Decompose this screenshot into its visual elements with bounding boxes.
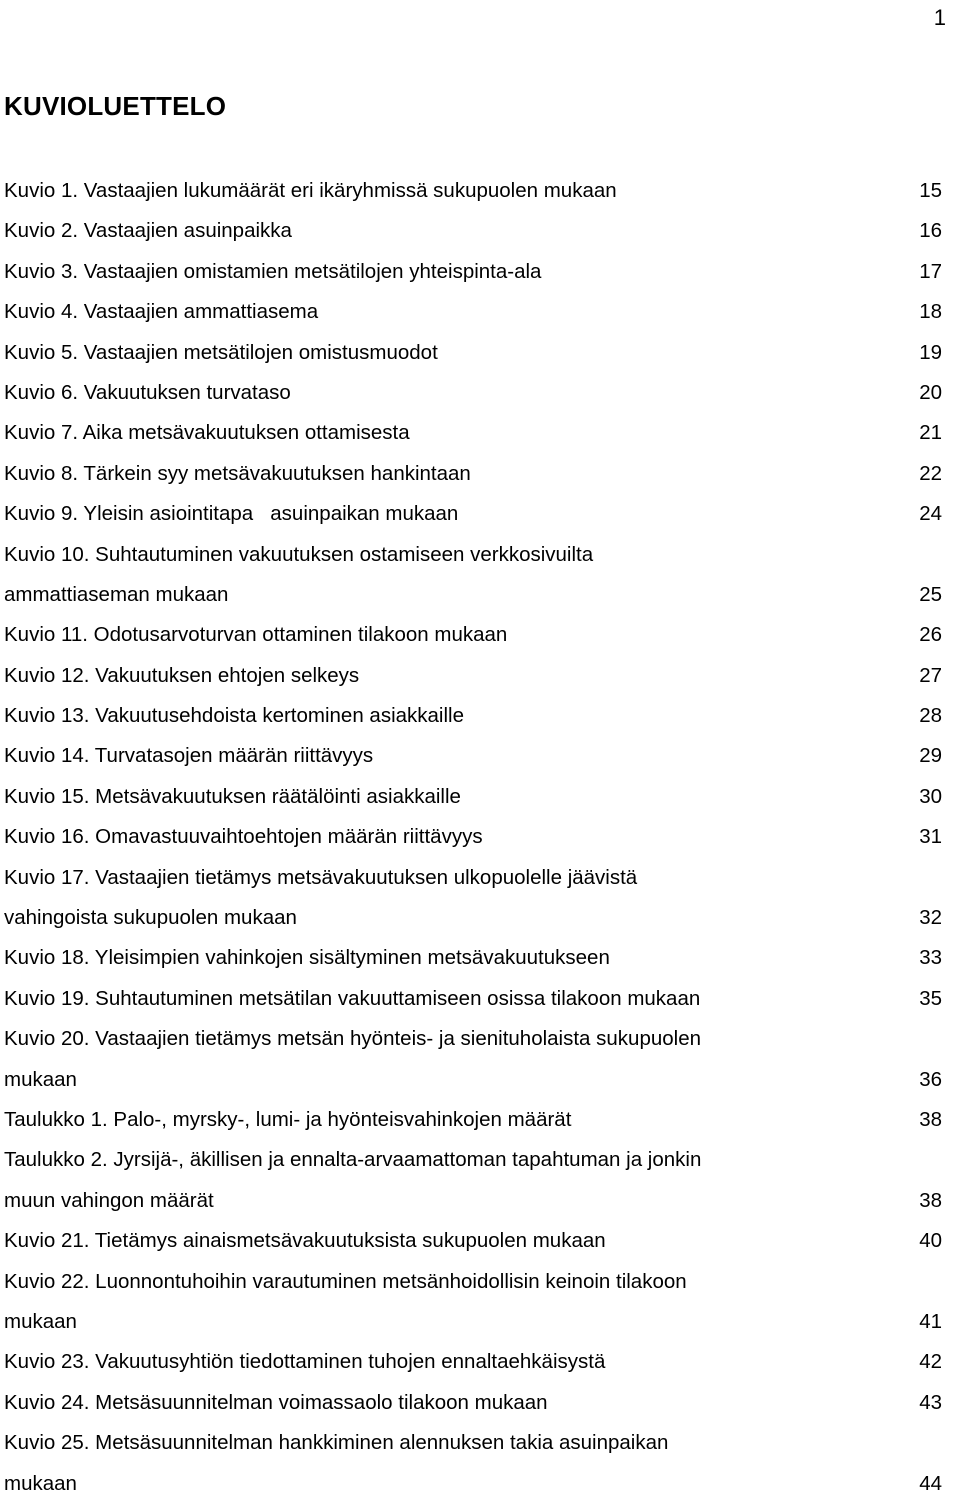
figure-page-number: 19 [919, 340, 942, 364]
figure-title: Kuvio 15. Metsävakuutuksen räätälöinti asiakkaille [4, 784, 461, 808]
figure-list-item [4, 777, 942, 817]
figure-page-number: 16 [919, 219, 942, 243]
figure-title: Kuvio 16. Omavastuuvaihtoehtojen määrän riittävyys [4, 825, 483, 849]
figure-title: Kuvio 11. Odotusarvoturvan ottaminen tilakoon mukaan [4, 623, 508, 647]
figure-list-item [4, 898, 942, 938]
figure-page-number: 21 [919, 421, 942, 445]
figure-title: mukaan [4, 1309, 77, 1333]
figure-title: Kuvio 7. Aika metsävakuutuksen ottamisesta [4, 421, 410, 445]
figure-list-item [4, 171, 942, 211]
figure-list-item [4, 292, 942, 332]
figure-title: Kuvio 1. Vastaajien lukumäärät eri ikäryhmissä sukupuolen mukaan [4, 179, 617, 202]
figure-list-item [4, 373, 942, 413]
figure-page-number: 29 [919, 744, 942, 768]
figure-title: Kuvio 9. Yleisin asiointitapa asuinpaikan mukaan [4, 502, 459, 526]
figure-page-number: 43 [919, 1390, 942, 1414]
figure-page-number: 40 [919, 1229, 942, 1253]
figure-list-item [4, 938, 942, 978]
figure-title: ammattiaseman mukaan [4, 582, 229, 606]
figure-title: Kuvio 21. Tietämys ainaismetsävakuutuksista sukupuolen mukaan [4, 1229, 606, 1253]
figure-list-item [4, 1464, 942, 1504]
figure-page-number: 38 [919, 1188, 942, 1212]
figure-page-number: 24 [919, 502, 942, 526]
figure-title: Kuvio 10. Suhtautuminen vakuutuksen ostamiseen verkkosivuilta [4, 542, 594, 566]
figure-page-number: 15 [919, 179, 942, 202]
figure-title: Kuvio 25. Metsäsuunnitelman hankkiminen alennuksen takia asuinpaikan [4, 1431, 669, 1455]
figure-title: Taulukko 2. Jyrsijä-, äkillisen ja ennalta-arvaamattoman tapahtuman ja jonkin [4, 1148, 702, 1172]
figure-page-number: 30 [919, 784, 942, 808]
figure-list-item [4, 252, 942, 292]
figure-title: Kuvio 18. Yleisimpien vahinkojen sisältyminen metsävakuutukseen [4, 946, 610, 970]
figure-list-item [4, 858, 942, 898]
figure-title: Kuvio 24. Metsäsuunnitelman voimassaolo tilakoon mukaan [4, 1390, 548, 1414]
figure-title: Kuvio 20. Vastaajien tietämys metsän hyönteis- ja sienituholaista sukupuolen [4, 1027, 702, 1051]
figure-list-item [4, 211, 942, 251]
figure-list-item [4, 454, 942, 494]
figure-title: Kuvio 2. Vastaajien asuinpaikka [4, 219, 292, 243]
figure-list-item [4, 736, 942, 776]
figure-page-number: 36 [919, 1067, 942, 1091]
figure-page-number: 26 [919, 623, 942, 647]
figure-title: mukaan [4, 1471, 77, 1495]
figure-list-item [4, 1423, 942, 1463]
figure-list-item [4, 1342, 942, 1382]
figure-title: Kuvio 12. Vakuutuksen ehtojen selkeys [4, 663, 360, 687]
figure-page-number: 22 [919, 461, 942, 485]
figure-list-item [4, 1140, 942, 1180]
figure-list-item [4, 413, 942, 453]
figure-page-number: 42 [919, 1350, 942, 1374]
figure-page-number: 32 [919, 906, 942, 930]
figure-title: Kuvio 23. Vakuutusyhtiön tiedottaminen tuhojen ennaltaehkäisystä [4, 1350, 606, 1374]
figure-page-number: 31 [919, 825, 942, 849]
figure-page-number: 44 [919, 1471, 942, 1495]
figure-title: muun vahingon määrät [4, 1188, 214, 1212]
figure-title: Kuvio 5. Vastaajien metsätilojen omistusmuodot [4, 340, 438, 364]
figure-list-item [4, 979, 942, 1019]
figure-list-item [4, 1181, 942, 1221]
figure-list-item [4, 1100, 942, 1140]
page-title: KUVIOLUETTELO [4, 91, 227, 121]
figure-title: Kuvio 22. Luonnontuhoihin varautuminen metsänhoidollisin keinoin tilakoon [4, 1269, 687, 1293]
figure-list [4, 171, 942, 1504]
figure-page-number: 38 [919, 1107, 942, 1131]
figure-title: vahingoista sukupuolen mukaan [4, 906, 297, 930]
figure-page-number: 25 [919, 582, 942, 606]
figure-list-item [4, 817, 942, 857]
figure-page-number: 28 [919, 704, 942, 728]
figure-list-item [4, 1262, 942, 1302]
figure-title: Kuvio 19. Suhtautuminen metsätilan vakuuttamiseen osissa tilakoon mukaan [4, 986, 701, 1010]
figure-list-item [4, 575, 942, 615]
figure-list-item [4, 1221, 942, 1261]
figure-list-item [4, 1302, 942, 1342]
figure-title: Taulukko 1. Palo-, myrsky-, lumi- ja hyönteisvahinkojen määrät [4, 1107, 572, 1131]
figure-list-item [4, 656, 942, 696]
figure-title: Kuvio 13. Vakuutusehdoista kertominen asiakkaille [4, 704, 464, 728]
figure-page-number: 20 [919, 380, 942, 404]
figure-list-item [4, 535, 942, 575]
figure-page-number: 33 [919, 946, 942, 970]
figure-page-number: 27 [919, 663, 942, 687]
figure-list-item [4, 1019, 942, 1059]
figure-title: Kuvio 4. Vastaajien ammattiasema [4, 300, 319, 324]
figure-title: Kuvio 17. Vastaajien tietämys metsävakuutuksen ulkopuolelle jäävistä [4, 865, 638, 889]
figure-title: Kuvio 6. Vakuutuksen turvataso [4, 380, 291, 404]
figure-page-number: 35 [919, 986, 942, 1010]
figure-list-item [4, 696, 942, 736]
figure-title: mukaan [4, 1067, 77, 1091]
figure-list-item [4, 333, 942, 373]
figure-list-item [4, 1383, 942, 1423]
figure-page-number: 18 [919, 300, 942, 324]
figure-page-number: 17 [919, 259, 942, 283]
page-number: 1 [933, 5, 946, 30]
figure-title: Kuvio 14. Turvatasojen määrän riittävyys [4, 744, 374, 768]
figure-title: Kuvio 8. Tärkein syy metsävakuutuksen hankintaan [4, 461, 471, 485]
figure-list-item [4, 494, 942, 534]
figure-list-item [4, 1060, 942, 1100]
figure-page-number: 41 [919, 1309, 942, 1333]
figure-list-item [4, 615, 942, 655]
figure-title: Kuvio 3. Vastaajien omistamien metsätilojen yhteispinta-ala [4, 259, 542, 283]
